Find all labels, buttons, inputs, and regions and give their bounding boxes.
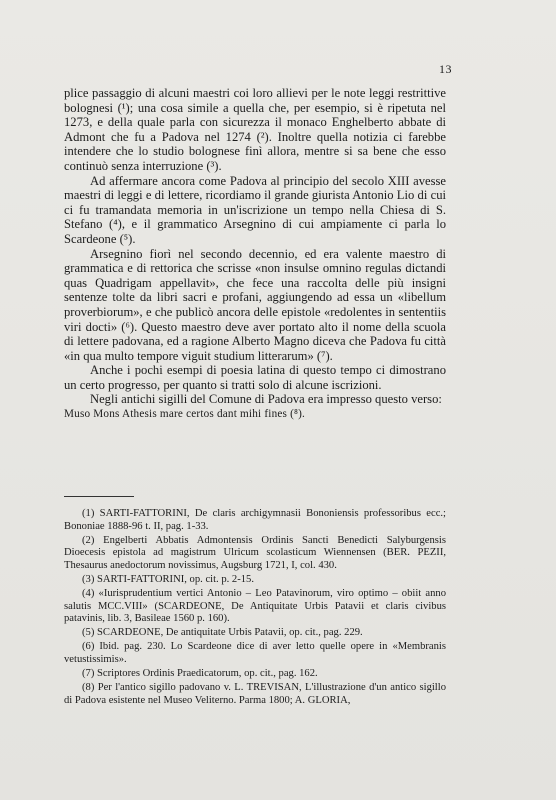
main-text: [64, 86, 446, 422]
paragraph: Ad affermare ancora come Padova al principio del secolo XIII avesse maestri di leggi e di lettere, ricordiamo il grande giurista Antonio Lio di cui ci fu tramandata memoria in un'iscrizione un tempo nella Chiesa di S. Stefano (⁴), e il grammatico Arsegnino di cui ampiamente ci parla lo Scardeone (⁵).: [64, 173, 446, 246]
footnote-divider: [64, 496, 134, 497]
paragraph: Anche i pochi esempi di poesia latina di questo tempo ci dimostrano un certo progresso, per quanto si tratti solo di alcune iscrizioni.: [64, 363, 446, 392]
footnote: (4) «Iurisprudentium vertici Antonio – Leo Patavinorum, viro optimo – obiit anno salutis MCC.VIII» (SCARDEONE, De Antiquitate Urbis Patavii et claris civibus patavinis, lib. 3, Basileae 1560 p. 160).: [64, 588, 446, 625]
footnotes: [64, 508, 446, 709]
paragraph: plice passaggio di alcuni maestri coi loro allievi per le note leggi restrittive bolognesi (¹); una cosa simile a quella che, per esempio, si è ripetuta nel 1273, e della quale parla con sicurezza il monaco Enghelberto abbate di Admont che fu a Padova nel 1274 (²). Inoltre quella notizia ci farebbe intendere che lo studio bolognese finì allora, mentre si sa bene che esso continuò senza interruzione (³).: [64, 86, 446, 173]
footnote: (8) Per l'antico sigillo padovano v. L. TREVISAN, L'illustrazione d'un antico sigillo di Padova esistente nel Museo Veliterno. Parma 1800; A. GLORIA,: [64, 682, 446, 706]
footnote: (7) Scriptores Ordinis Praedicatorum, op. cit., pag. 162.: [82, 668, 318, 680]
paragraph: Arsegnino fiorì nel secondo decennio, ed era valente maestro di grammatica e di rettorica che scrisse «non insulse omnino regulas dictandi quas Quadrigam appellavit», che fece una raccolta delle più insigni sentenze tolte da libri sacri e profani, aggiungendo ad essa un «libellum proverbiorum», e che publicò ancora delle epistole «redolentes in sententiis viri docti» (⁶). Questo maestro deve aver portato alto il nome della scuola di lettere padovana, ed a ragione Alberto Magno diceva che Padova fu città «in qua multo tempore viguit studium litterarum» (⁷).: [64, 246, 446, 363]
footnote: (6) Ibid. pag. 230. Lo Scardeone dice di aver letto quelle opere in «Membranis vetustissimis».: [64, 641, 446, 666]
paragraph: Negli antichi sigilli del Comune di Padova era impresso questo verso:: [90, 392, 442, 407]
seal-motto: Muso Mons Athesis mare certos dant mihi fines (⁸).: [64, 408, 306, 421]
footnote: (2) Engelberti Abbatis Admontensis Ordinis Sancti Benedicti Salyburgensis Dioecesis epistola ad magistrum Ulricum scolasticum Wiennensen (BER. PEZII, Thesaurus anedoctorum novissimus, Augsburg 1721, I, col. 430.: [64, 534, 446, 571]
footnote: (1) SARTI-FATTORINI, De claris archigymnasii Bononiensis professoribus ecc.; Bononiae 1888-96 t. II, pag. 1-33.: [64, 508, 446, 532]
footnote: (3) SARTI-FATTORINI, op. cit. p. 2-15.: [82, 573, 254, 585]
footnote: (5) SCARDEONE, De antiquitate Urbis Patavii, op. cit., pag. 229.: [82, 627, 363, 639]
page-number: 13: [439, 62, 452, 76]
